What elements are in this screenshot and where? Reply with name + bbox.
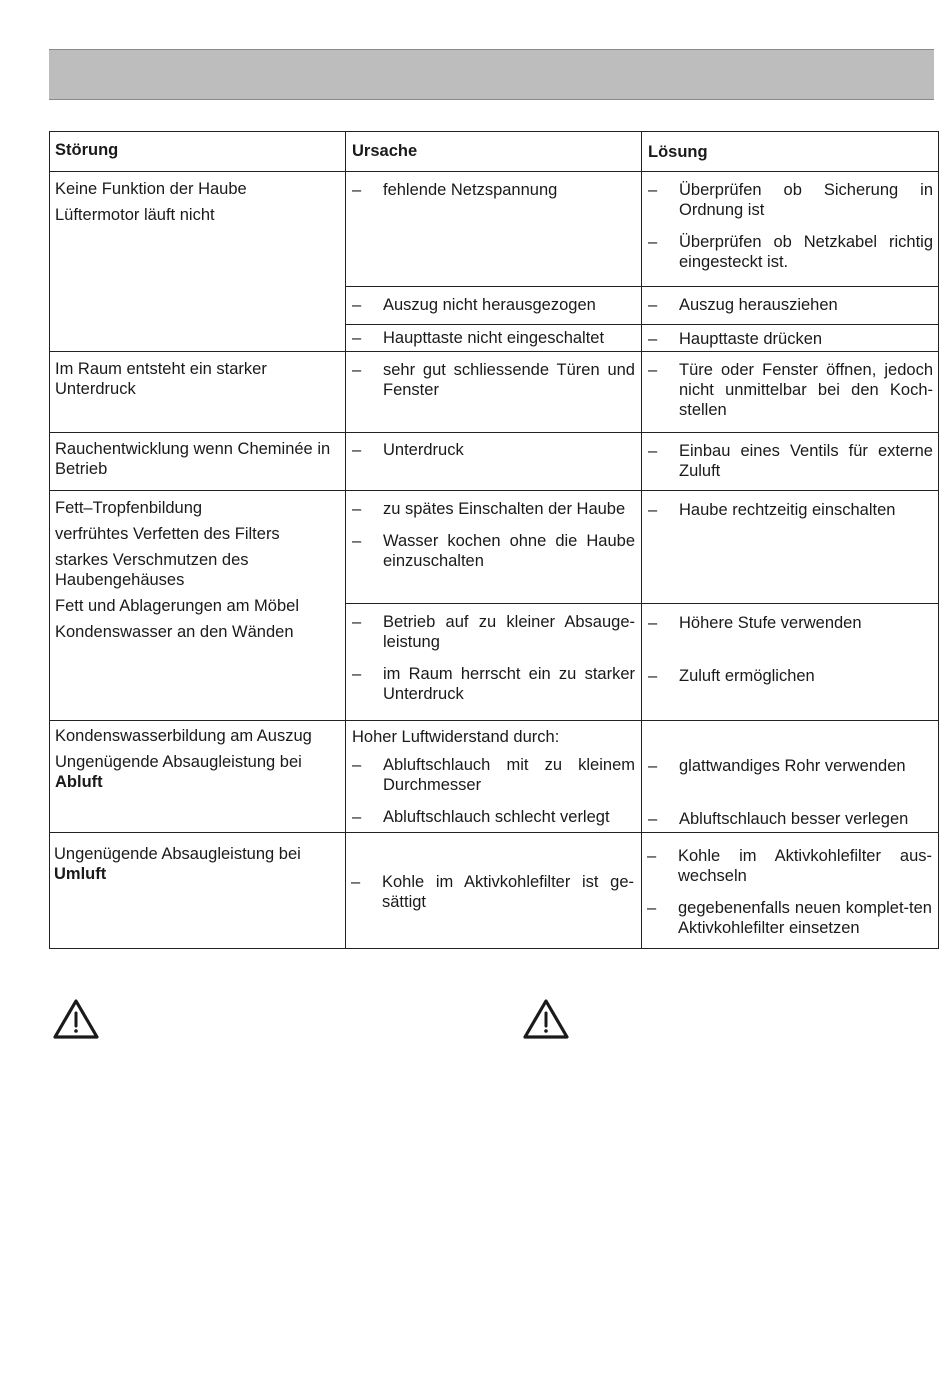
row-divider [49, 832, 939, 833]
solution-item: – Höhere Stufe verwenden [648, 613, 933, 633]
solution-item: – Einbau eines Ventils für externe Zuluft [648, 441, 933, 481]
table-row-4b-solution [648, 613, 933, 686]
table-row-5-cause [352, 727, 635, 827]
cause-item: – Auszug nicht herausgezogen [352, 295, 635, 315]
cause-item: – Wasser kochen ohne die Haube einzuschalten [352, 531, 635, 571]
column-divider-1 [345, 131, 346, 949]
table-row-3-cause [352, 440, 635, 460]
header-row-divider [49, 171, 939, 172]
problem-line: Rauchentwicklung wenn Cheminée in Betrieb [55, 440, 331, 478]
solution-item: – Überprüfen ob Netzkabel richtig eingesteckt ist. [648, 232, 933, 272]
cause-item: – fehlende Netzspannung [352, 180, 635, 200]
table-row-4b-cause [352, 612, 635, 704]
problem-keyword: Abluft [55, 773, 103, 791]
column-divider-2 [641, 131, 642, 949]
warning-icon [523, 998, 569, 1040]
row-divider [345, 286, 939, 287]
table-row-6-solution [647, 846, 932, 938]
solution-item: – Haube rechtzeitig einschalten [648, 500, 933, 520]
problem-keyword: Umluft [54, 865, 107, 883]
table-row-2-solution [648, 360, 933, 420]
problem-line: Ungenügende Absaugleistung bei [55, 753, 302, 771]
solution-item: – Überprüfen ob Sicherung in Ordnung ist [648, 180, 933, 220]
problem-line: verfrühtes Verfetten des Filters [55, 525, 280, 543]
header-loesung: Lösung [648, 143, 708, 161]
table-row-4a-cause [352, 499, 635, 571]
table-row-1c-cause [352, 328, 635, 348]
problem-line: Ungenügende Absaugleistung bei [54, 845, 301, 863]
row-divider [345, 603, 939, 604]
cause-item: – Kohle im Aktivkohlefilter ist ge-sättigt [351, 872, 634, 912]
problem-line: Kondenswasserbildung am Auszug [55, 727, 312, 745]
table-row-1b-cause [352, 295, 635, 315]
problem-line: Kondenswasser an den Wänden [55, 623, 294, 641]
solution-item: – gegebenenfalls neuen komplet-ten Aktivkohlefilter einsetzen [647, 898, 932, 938]
table-row-3-problem [55, 439, 340, 485]
table-row-1a-solution [648, 180, 933, 272]
solution-item: – Auszug herausziehen [648, 295, 933, 315]
solution-item: – Türe oder Fenster öffnen, jedoch nicht unmittelbar bei den Koch-stellen [648, 360, 933, 420]
table-row-3-solution [648, 441, 933, 481]
table-border-top [49, 131, 939, 132]
header-stoerung: Störung [55, 141, 119, 159]
problem-line: Im Raum entsteht ein starker Unterdruck [55, 360, 267, 398]
table-border-right [938, 131, 939, 949]
cause-item: – Unterdruck [352, 440, 635, 460]
problem-line: Keine Funktion der Haube [55, 180, 247, 198]
solution-item: – Haupttaste drücken [648, 329, 933, 349]
cause-intro: Hoher Luftwiderstand durch: [352, 728, 560, 746]
cause-item: – sehr gut schliessende Türen und Fenster [352, 360, 635, 400]
table-row-2-problem [55, 359, 315, 405]
table-row-4a-solution [648, 500, 933, 520]
table-row-1c-solution [648, 329, 933, 349]
table-row-2-cause [352, 360, 635, 400]
table-row-4-problem [55, 498, 315, 648]
row-divider [49, 351, 939, 352]
table-row-1a-cause [352, 180, 635, 200]
table-row-6-cause [351, 872, 634, 912]
table-row-1-problem [55, 179, 335, 231]
warning-icon [53, 998, 99, 1040]
problem-line: starkes Verschmutzen des Haubengehäuses [55, 551, 249, 589]
table-border-left [49, 131, 50, 949]
table-row-5-problem [55, 726, 340, 798]
cause-item: – Abluftschlauch schlecht verlegt [352, 807, 635, 827]
problem-line: Lüftermotor läuft nicht [55, 206, 215, 224]
cause-item: – Haupttaste nicht eingeschaltet [352, 328, 635, 348]
cause-item: – zu spätes Einschalten der Haube [352, 499, 635, 519]
row-divider [49, 490, 939, 491]
solution-item: – Kohle im Aktivkohlefilter aus-wechseln [647, 846, 932, 886]
cause-item: – Betrieb auf zu kleiner Absauge-leistung [352, 612, 635, 652]
header-ursache: Ursache [352, 142, 418, 160]
solution-item: – Abluftschlauch besser verlegen [648, 809, 933, 829]
table-row-6-problem [54, 844, 339, 890]
troubleshooting-table [49, 131, 939, 949]
problem-line: Fett–Tropfenbildung [55, 499, 203, 517]
table-row-5-solution [648, 756, 933, 829]
table-row-1b-solution [648, 295, 933, 315]
solution-item: – Zuluft ermöglichen [648, 666, 933, 686]
section-header-bar [49, 49, 934, 100]
problem-line: Fett und Ablagerungen am Möbel [55, 597, 299, 615]
cause-item: – Abluftschlauch mit zu kleinem Durchmesser [352, 755, 635, 795]
row-divider [49, 432, 939, 433]
row-divider [345, 324, 939, 325]
solution-item: – glattwandiges Rohr verwenden [648, 756, 933, 776]
cause-item: – im Raum herrscht ein zu starker Unterdruck [352, 664, 635, 704]
table-border-bottom [49, 948, 939, 949]
row-divider [49, 720, 939, 721]
